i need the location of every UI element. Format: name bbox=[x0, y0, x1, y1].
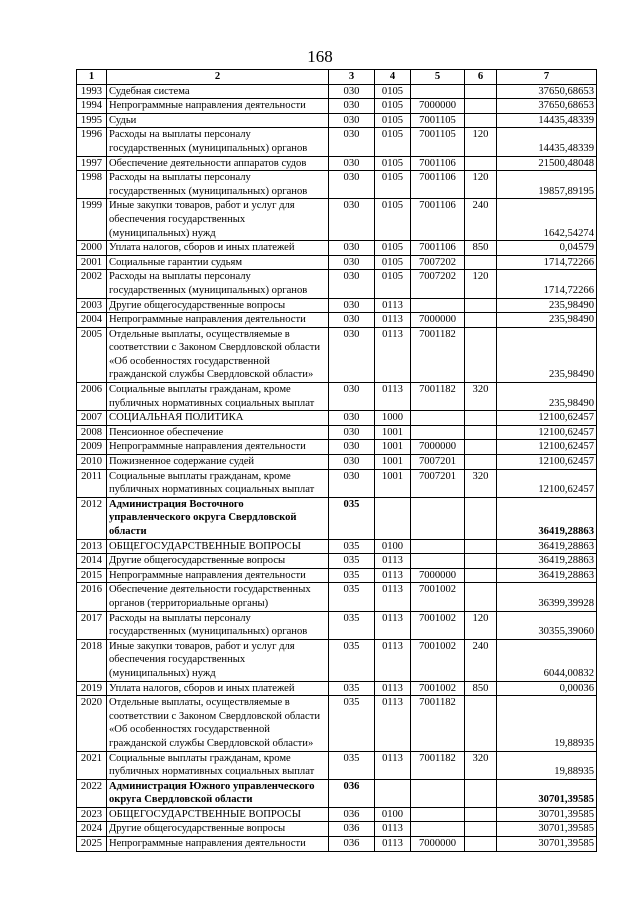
table-row bbox=[77, 113, 597, 128]
row-number: 1998 bbox=[77, 171, 107, 199]
row-name: Социальные гарантии судьям bbox=[107, 255, 329, 270]
row-target-code bbox=[411, 425, 465, 440]
table-row bbox=[77, 241, 597, 256]
row-amount: 12100,62457 bbox=[497, 425, 597, 440]
row-name: ОБЩЕГОСУДАРСТВЕННЫЕ ВОПРОСЫ bbox=[107, 807, 329, 822]
table-header bbox=[77, 70, 597, 85]
row-section-code bbox=[375, 497, 411, 539]
row-name: Иные закупки товаров, работ и услуг для обеспечения государственных (муниципальных) нужд bbox=[107, 639, 329, 681]
row-amount: 30701,39585 bbox=[497, 822, 597, 837]
row-target-code bbox=[411, 497, 465, 539]
row-name: Социальные выплаты гражданам, кроме публичных нормативных социальных выплат bbox=[107, 751, 329, 779]
row-expense-type bbox=[465, 568, 497, 583]
row-amount: 12100,62457 bbox=[497, 469, 597, 497]
row-name: Администрация Восточного управленческого округа Свердловской области bbox=[107, 497, 329, 539]
row-name: Расходы на выплаты персоналу государственных (муниципальных) органов bbox=[107, 128, 329, 156]
row-ved-code: 035 bbox=[329, 583, 375, 611]
row-name: Другие общегосударственные вопросы bbox=[107, 298, 329, 313]
table-row bbox=[77, 807, 597, 822]
row-target-code: 7001106 bbox=[411, 241, 465, 256]
row-name: Расходы на выплаты персоналу государственных (муниципальных) органов bbox=[107, 171, 329, 199]
row-section-code: 0113 bbox=[375, 751, 411, 779]
row-number: 2022 bbox=[77, 779, 107, 807]
row-number: 2012 bbox=[77, 497, 107, 539]
table-row bbox=[77, 696, 597, 751]
row-amount: 30701,39585 bbox=[497, 779, 597, 807]
row-amount: 19,88935 bbox=[497, 696, 597, 751]
row-expense-type bbox=[465, 425, 497, 440]
column-header: 3 bbox=[329, 70, 375, 85]
table-row bbox=[77, 469, 597, 497]
row-target-code bbox=[411, 539, 465, 554]
row-amount: 36419,28863 bbox=[497, 539, 597, 554]
row-section-code: 0105 bbox=[375, 199, 411, 241]
row-amount: 12100,62457 bbox=[497, 411, 597, 426]
row-ved-code: 035 bbox=[329, 568, 375, 583]
row-section-code: 0113 bbox=[375, 327, 411, 382]
row-expense-type bbox=[465, 440, 497, 455]
column-header: 2 bbox=[107, 70, 329, 85]
row-expense-type: 850 bbox=[465, 681, 497, 696]
row-number: 2005 bbox=[77, 327, 107, 382]
row-number: 1999 bbox=[77, 199, 107, 241]
row-ved-code: 030 bbox=[329, 99, 375, 114]
row-name: Непрограммные направления деятельности bbox=[107, 568, 329, 583]
row-expense-type: 120 bbox=[465, 128, 497, 156]
row-name: Другие общегосударственные вопросы bbox=[107, 822, 329, 837]
row-section-code: 0113 bbox=[375, 822, 411, 837]
row-amount: 1642,54274 bbox=[497, 199, 597, 241]
row-expense-type bbox=[465, 554, 497, 569]
row-target-code: 7000000 bbox=[411, 837, 465, 852]
row-number: 1994 bbox=[77, 99, 107, 114]
row-expense-type bbox=[465, 455, 497, 470]
row-name: Расходы на выплаты персоналу государственных (муниципальных) органов bbox=[107, 270, 329, 298]
row-name: Уплата налогов, сборов и иных платежей bbox=[107, 241, 329, 256]
row-amount: 0,04579 bbox=[497, 241, 597, 256]
row-target-code: 7007202 bbox=[411, 270, 465, 298]
row-expense-type bbox=[465, 837, 497, 852]
row-number: 2020 bbox=[77, 696, 107, 751]
row-amount: 19857,89195 bbox=[497, 171, 597, 199]
row-name: Другие общегосударственные вопросы bbox=[107, 554, 329, 569]
row-expense-type bbox=[465, 156, 497, 171]
row-expense-type bbox=[465, 807, 497, 822]
row-ved-code: 030 bbox=[329, 455, 375, 470]
row-number: 1993 bbox=[77, 84, 107, 99]
row-name: Отдельные выплаты, осуществляемые в соответствии с Законом Свердловской области «Об особенностях государственной гражданской службы Свердловской области» bbox=[107, 696, 329, 751]
row-ved-code: 035 bbox=[329, 696, 375, 751]
row-target-code: 7007201 bbox=[411, 469, 465, 497]
row-expense-type: 240 bbox=[465, 639, 497, 681]
row-target-code: 7001105 bbox=[411, 128, 465, 156]
table-row bbox=[77, 313, 597, 328]
row-expense-type bbox=[465, 313, 497, 328]
column-header: 5 bbox=[411, 70, 465, 85]
row-target-code bbox=[411, 554, 465, 569]
row-name: Судебная система bbox=[107, 84, 329, 99]
row-ved-code: 035 bbox=[329, 751, 375, 779]
row-expense-type bbox=[465, 298, 497, 313]
table-row bbox=[77, 298, 597, 313]
row-expense-type: 320 bbox=[465, 751, 497, 779]
row-number: 2011 bbox=[77, 469, 107, 497]
row-ved-code: 035 bbox=[329, 681, 375, 696]
row-number: 2015 bbox=[77, 568, 107, 583]
row-section-code: 1000 bbox=[375, 411, 411, 426]
row-number: 2003 bbox=[77, 298, 107, 313]
row-number: 2009 bbox=[77, 440, 107, 455]
row-target-code: 7001182 bbox=[411, 696, 465, 751]
budget-table bbox=[76, 69, 597, 852]
table-row bbox=[77, 497, 597, 539]
table-row bbox=[77, 568, 597, 583]
row-section-code: 0105 bbox=[375, 156, 411, 171]
row-expense-type bbox=[465, 583, 497, 611]
table-row bbox=[77, 539, 597, 554]
table-body bbox=[77, 84, 597, 851]
row-number: 2018 bbox=[77, 639, 107, 681]
row-ved-code: 036 bbox=[329, 807, 375, 822]
row-target-code bbox=[411, 298, 465, 313]
table-row bbox=[77, 751, 597, 779]
table-row bbox=[77, 156, 597, 171]
row-ved-code: 030 bbox=[329, 241, 375, 256]
row-section-code: 1001 bbox=[375, 440, 411, 455]
row-number: 2002 bbox=[77, 270, 107, 298]
row-name: Обеспечение деятельности аппаратов судов bbox=[107, 156, 329, 171]
row-amount: 235,98490 bbox=[497, 383, 597, 411]
row-section-code: 0105 bbox=[375, 128, 411, 156]
row-ved-code: 030 bbox=[329, 313, 375, 328]
table-row bbox=[77, 639, 597, 681]
table-row bbox=[77, 425, 597, 440]
row-number: 2017 bbox=[77, 611, 107, 639]
row-expense-type bbox=[465, 822, 497, 837]
row-number: 1996 bbox=[77, 128, 107, 156]
row-target-code: 7000000 bbox=[411, 440, 465, 455]
row-number: 2019 bbox=[77, 681, 107, 696]
row-section-code bbox=[375, 779, 411, 807]
table-row bbox=[77, 455, 597, 470]
row-name: Пожизненное содержание судей bbox=[107, 455, 329, 470]
row-name: Непрограммные направления деятельности bbox=[107, 440, 329, 455]
row-name: Расходы на выплаты персоналу государственных (муниципальных) органов bbox=[107, 611, 329, 639]
table-row bbox=[77, 779, 597, 807]
row-name: Отдельные выплаты, осуществляемые в соответствии с Законом Свердловской области «Об особенностях государственной гражданской службы Свердловской области» bbox=[107, 327, 329, 382]
row-amount: 235,98490 bbox=[497, 327, 597, 382]
row-expense-type bbox=[465, 255, 497, 270]
row-amount: 21500,48048 bbox=[497, 156, 597, 171]
row-number: 2007 bbox=[77, 411, 107, 426]
row-expense-type bbox=[465, 539, 497, 554]
row-expense-type bbox=[465, 411, 497, 426]
row-expense-type: 320 bbox=[465, 383, 497, 411]
row-name: Социальные выплаты гражданам, кроме публичных нормативных социальных выплат bbox=[107, 469, 329, 497]
row-name: Обеспечение деятельности государственных органов (территориальные органы) bbox=[107, 583, 329, 611]
table-row bbox=[77, 383, 597, 411]
row-section-code: 1001 bbox=[375, 469, 411, 497]
table-row bbox=[77, 327, 597, 382]
row-amount: 1714,72266 bbox=[497, 255, 597, 270]
row-expense-type: 850 bbox=[465, 241, 497, 256]
table-row bbox=[77, 199, 597, 241]
row-expense-type bbox=[465, 99, 497, 114]
row-number: 1997 bbox=[77, 156, 107, 171]
row-name: Судьи bbox=[107, 113, 329, 128]
row-amount: 36419,28863 bbox=[497, 554, 597, 569]
row-target-code: 7001105 bbox=[411, 113, 465, 128]
row-amount: 30701,39585 bbox=[497, 837, 597, 852]
row-section-code: 0105 bbox=[375, 270, 411, 298]
row-target-code: 7001002 bbox=[411, 583, 465, 611]
row-section-code: 0113 bbox=[375, 696, 411, 751]
row-expense-type: 120 bbox=[465, 611, 497, 639]
row-name: Иные закупки товаров, работ и услуг для обеспечения государственных (муниципальных) нужд bbox=[107, 199, 329, 241]
row-ved-code: 030 bbox=[329, 425, 375, 440]
row-target-code: 7001002 bbox=[411, 611, 465, 639]
table-row bbox=[77, 583, 597, 611]
row-ved-code: 030 bbox=[329, 383, 375, 411]
column-header: 1 bbox=[77, 70, 107, 85]
row-expense-type bbox=[465, 113, 497, 128]
row-number: 2016 bbox=[77, 583, 107, 611]
column-header: 7 bbox=[497, 70, 597, 85]
table-row bbox=[77, 837, 597, 852]
row-number: 2024 bbox=[77, 822, 107, 837]
row-amount: 12100,62457 bbox=[497, 440, 597, 455]
row-expense-type bbox=[465, 84, 497, 99]
row-ved-code: 036 bbox=[329, 822, 375, 837]
row-target-code: 7000000 bbox=[411, 568, 465, 583]
row-ved-code: 030 bbox=[329, 298, 375, 313]
row-amount: 37650,68653 bbox=[497, 99, 597, 114]
row-section-code: 0105 bbox=[375, 84, 411, 99]
row-number: 2021 bbox=[77, 751, 107, 779]
row-name: Непрограммные направления деятельности bbox=[107, 837, 329, 852]
row-section-code: 0113 bbox=[375, 611, 411, 639]
row-number: 2006 bbox=[77, 383, 107, 411]
row-number: 2010 bbox=[77, 455, 107, 470]
row-ved-code: 035 bbox=[329, 497, 375, 539]
table-row bbox=[77, 554, 597, 569]
row-name: Администрация Южного управленческого округа Свердловской области bbox=[107, 779, 329, 807]
row-amount: 14435,48339 bbox=[497, 113, 597, 128]
row-amount: 235,98490 bbox=[497, 313, 597, 328]
row-number: 2014 bbox=[77, 554, 107, 569]
table-row bbox=[77, 681, 597, 696]
row-number: 2008 bbox=[77, 425, 107, 440]
row-section-code: 1001 bbox=[375, 425, 411, 440]
row-amount: 0,00036 bbox=[497, 681, 597, 696]
row-section-code: 0113 bbox=[375, 583, 411, 611]
row-name: Непрограммные направления деятельности bbox=[107, 313, 329, 328]
row-name: ОБЩЕГОСУДАРСТВЕННЫЕ ВОПРОСЫ bbox=[107, 539, 329, 554]
row-target-code bbox=[411, 807, 465, 822]
row-amount: 19,88935 bbox=[497, 751, 597, 779]
row-section-code: 0113 bbox=[375, 681, 411, 696]
row-section-code: 0113 bbox=[375, 639, 411, 681]
row-ved-code: 035 bbox=[329, 639, 375, 681]
page-number: 168 bbox=[307, 47, 333, 66]
table-row bbox=[77, 255, 597, 270]
row-target-code: 7007201 bbox=[411, 455, 465, 470]
row-ved-code: 030 bbox=[329, 327, 375, 382]
row-section-code: 0113 bbox=[375, 837, 411, 852]
row-number: 2013 bbox=[77, 539, 107, 554]
row-ved-code: 030 bbox=[329, 171, 375, 199]
row-amount: 12100,62457 bbox=[497, 455, 597, 470]
row-target-code: 7000000 bbox=[411, 313, 465, 328]
table-row bbox=[77, 99, 597, 114]
table-row bbox=[77, 171, 597, 199]
row-expense-type bbox=[465, 779, 497, 807]
row-ved-code: 030 bbox=[329, 411, 375, 426]
row-target-code: 7001182 bbox=[411, 751, 465, 779]
row-ved-code: 030 bbox=[329, 113, 375, 128]
row-section-code: 0113 bbox=[375, 383, 411, 411]
row-number: 1995 bbox=[77, 113, 107, 128]
table-row bbox=[77, 411, 597, 426]
row-section-code: 0100 bbox=[375, 807, 411, 822]
row-amount: 36419,28863 bbox=[497, 568, 597, 583]
row-amount: 1714,72266 bbox=[497, 270, 597, 298]
row-target-code: 7007202 bbox=[411, 255, 465, 270]
row-amount: 235,98490 bbox=[497, 298, 597, 313]
row-ved-code: 030 bbox=[329, 156, 375, 171]
row-section-code: 0105 bbox=[375, 171, 411, 199]
row-section-code: 0113 bbox=[375, 568, 411, 583]
table-row bbox=[77, 822, 597, 837]
row-target-code: 7001002 bbox=[411, 681, 465, 696]
row-expense-type: 120 bbox=[465, 171, 497, 199]
row-name: Социальные выплаты гражданам, кроме публичных нормативных социальных выплат bbox=[107, 383, 329, 411]
row-number: 2004 bbox=[77, 313, 107, 328]
row-target-code: 7001002 bbox=[411, 639, 465, 681]
row-number: 2025 bbox=[77, 837, 107, 852]
row-ved-code: 030 bbox=[329, 270, 375, 298]
row-amount: 30355,39060 bbox=[497, 611, 597, 639]
row-target-code: 7001106 bbox=[411, 199, 465, 241]
row-ved-code: 036 bbox=[329, 837, 375, 852]
row-section-code: 0113 bbox=[375, 313, 411, 328]
row-expense-type bbox=[465, 327, 497, 382]
row-ved-code: 030 bbox=[329, 84, 375, 99]
row-section-code: 0113 bbox=[375, 554, 411, 569]
row-target-code: 7000000 bbox=[411, 99, 465, 114]
row-target-code bbox=[411, 822, 465, 837]
table-row bbox=[77, 270, 597, 298]
row-expense-type: 120 bbox=[465, 270, 497, 298]
row-section-code: 0105 bbox=[375, 99, 411, 114]
row-section-code: 0105 bbox=[375, 113, 411, 128]
row-amount: 36399,39928 bbox=[497, 583, 597, 611]
row-amount: 30701,39585 bbox=[497, 807, 597, 822]
table-row bbox=[77, 128, 597, 156]
row-section-code: 0105 bbox=[375, 255, 411, 270]
row-ved-code: 035 bbox=[329, 554, 375, 569]
row-target-code bbox=[411, 411, 465, 426]
row-target-code bbox=[411, 779, 465, 807]
row-section-code: 0100 bbox=[375, 539, 411, 554]
column-header: 6 bbox=[465, 70, 497, 85]
row-section-code: 1001 bbox=[375, 455, 411, 470]
table-row bbox=[77, 84, 597, 99]
row-amount: 36419,28863 bbox=[497, 497, 597, 539]
row-section-code: 0113 bbox=[375, 298, 411, 313]
row-target-code: 7001106 bbox=[411, 156, 465, 171]
row-ved-code: 030 bbox=[329, 440, 375, 455]
row-amount: 37650,68653 bbox=[497, 84, 597, 99]
row-expense-type bbox=[465, 497, 497, 539]
row-number: 2023 bbox=[77, 807, 107, 822]
row-ved-code: 030 bbox=[329, 199, 375, 241]
row-amount: 6044,00832 bbox=[497, 639, 597, 681]
row-amount: 14435,48339 bbox=[497, 128, 597, 156]
row-number: 2000 bbox=[77, 241, 107, 256]
row-target-code bbox=[411, 84, 465, 99]
row-target-code: 7001182 bbox=[411, 383, 465, 411]
row-expense-type: 320 bbox=[465, 469, 497, 497]
row-section-code: 0105 bbox=[375, 241, 411, 256]
row-ved-code: 030 bbox=[329, 255, 375, 270]
row-expense-type bbox=[465, 696, 497, 751]
row-name: Непрограммные направления деятельности bbox=[107, 99, 329, 114]
row-ved-code: 035 bbox=[329, 539, 375, 554]
table-row bbox=[77, 611, 597, 639]
row-name: Уплата налогов, сборов и иных платежей bbox=[107, 681, 329, 696]
row-number: 2001 bbox=[77, 255, 107, 270]
row-expense-type: 240 bbox=[465, 199, 497, 241]
row-target-code: 7001106 bbox=[411, 171, 465, 199]
column-header: 4 bbox=[375, 70, 411, 85]
row-name: Пенсионное обеспечение bbox=[107, 425, 329, 440]
table-row bbox=[77, 440, 597, 455]
row-target-code: 7001182 bbox=[411, 327, 465, 382]
row-ved-code: 030 bbox=[329, 469, 375, 497]
row-ved-code: 035 bbox=[329, 611, 375, 639]
row-ved-code: 030 bbox=[329, 128, 375, 156]
row-name: СОЦИАЛЬНАЯ ПОЛИТИКА bbox=[107, 411, 329, 426]
row-ved-code: 036 bbox=[329, 779, 375, 807]
